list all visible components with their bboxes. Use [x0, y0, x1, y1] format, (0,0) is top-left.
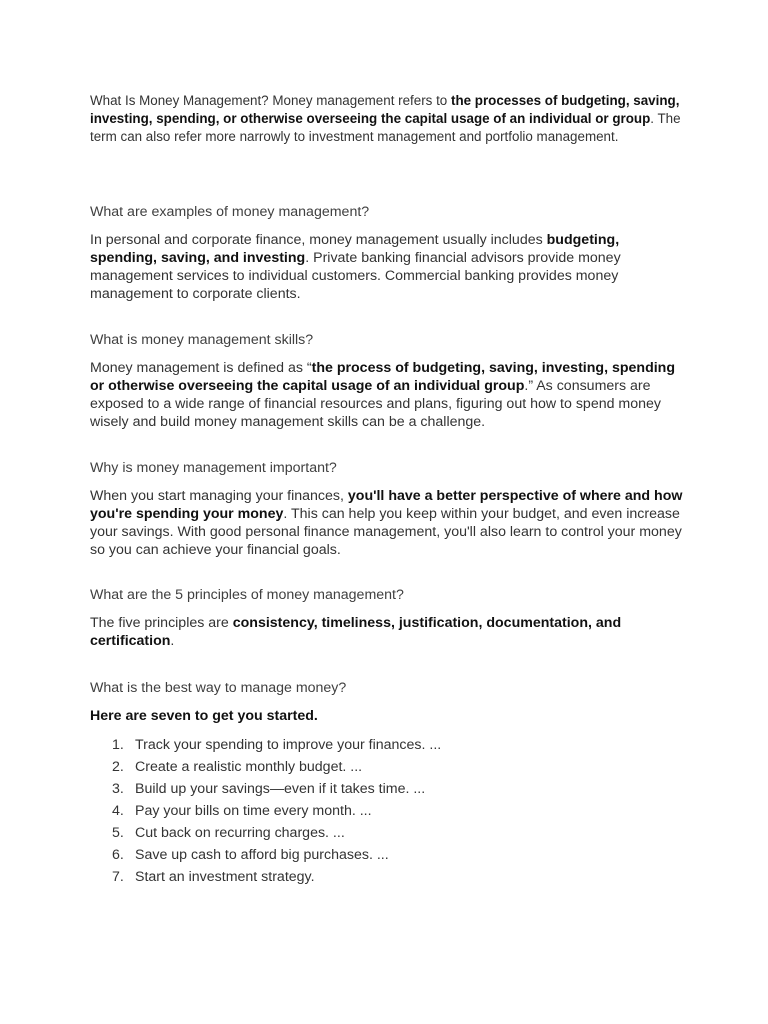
list-item [90, 756, 690, 778]
answer-text: In personal and corporate finance, money management usually includes [90, 232, 547, 248]
list-item-number: 6. [112, 847, 124, 863]
intro-paragraph [90, 92, 690, 146]
list-item-text: Create a realistic monthly budget. ... [135, 759, 363, 775]
list-item-number: 5. [112, 825, 124, 841]
question-principles: What are the 5 principles of money management? [90, 587, 404, 603]
list-item [90, 822, 690, 844]
list-item-text: Track your spending to improve your finances. ... [135, 737, 442, 753]
answer-text: Money management is defined as “ [90, 360, 312, 376]
answer-bold: consistency, timeliness, justification, documentation, and certification [90, 615, 622, 649]
answer-importance [90, 487, 690, 559]
list-item-number: 7. [112, 869, 124, 885]
answer-text: When you start managing your finances, [90, 488, 348, 504]
answer-examples [90, 231, 690, 303]
list-item [90, 866, 690, 888]
list-item-number: 3. [112, 781, 124, 797]
list-item [90, 734, 690, 756]
answer-bold: the process of budgeting, saving, investing, spending or otherwise overseeing the capital usage of an individual group [90, 360, 676, 394]
answer-principles [90, 614, 690, 650]
answer-text: The five principles are [90, 615, 233, 631]
intro-lead: What Is Money Management? Money management refers to [90, 93, 451, 108]
question-examples: What are examples of money management? [90, 204, 370, 220]
answer-text: . Private banking financial advisors provide money management services to individual customers. Commercial banking provides money management to corporate clients. [90, 250, 621, 302]
list-lead-bold: Here are seven to get you started. [90, 708, 318, 724]
answer-skills [90, 359, 690, 431]
intro-bold: the processes of budgeting, saving, investing, spending, or otherwise overseeing the capital usage of an individual or group [90, 93, 680, 126]
intro-tail: . The term can also refer more narrowly to investment management and portfolio management. [90, 111, 681, 144]
list-item-text: Build up your savings—even if it takes time. ... [135, 781, 426, 797]
answer-text: . [170, 633, 175, 649]
list-item-number: 4. [112, 803, 124, 819]
list-item-number: 1. [112, 737, 124, 753]
list-item-text: Pay your bills on time every month. ... [135, 803, 372, 819]
answer-text: .” As consumers are exposed to a wide range of financial resources and plans, figuring out how to spend money wisely and build money management skills can be a challenge. [90, 378, 662, 430]
question-skills: What is money management skills? [90, 332, 314, 348]
list-item-text: Cut back on recurring charges. ... [135, 825, 345, 841]
question-best-way: What is the best way to manage money? [90, 680, 347, 696]
list-item-text: Save up cash to afford big purchases. ... [135, 847, 389, 863]
answer-bold: you'll have a better perspective of where and how you're spending your money [90, 488, 683, 522]
answer-text: . This can help you keep within your budget, and even increase your savings. With good personal finance management, you'll also learn to control your money so you can achieve your financial goals. [90, 506, 682, 558]
list-item [90, 778, 690, 800]
steps-list [90, 734, 690, 888]
question-importance: Why is money management important? [90, 460, 337, 476]
answer-bold: budgeting, spending, saving, and investing [90, 232, 620, 266]
list-lead [90, 707, 690, 725]
list-item-text: Start an investment strategy. [135, 869, 315, 885]
list-item [90, 800, 690, 822]
list-item [90, 844, 690, 866]
list-item-number: 2. [112, 759, 124, 775]
